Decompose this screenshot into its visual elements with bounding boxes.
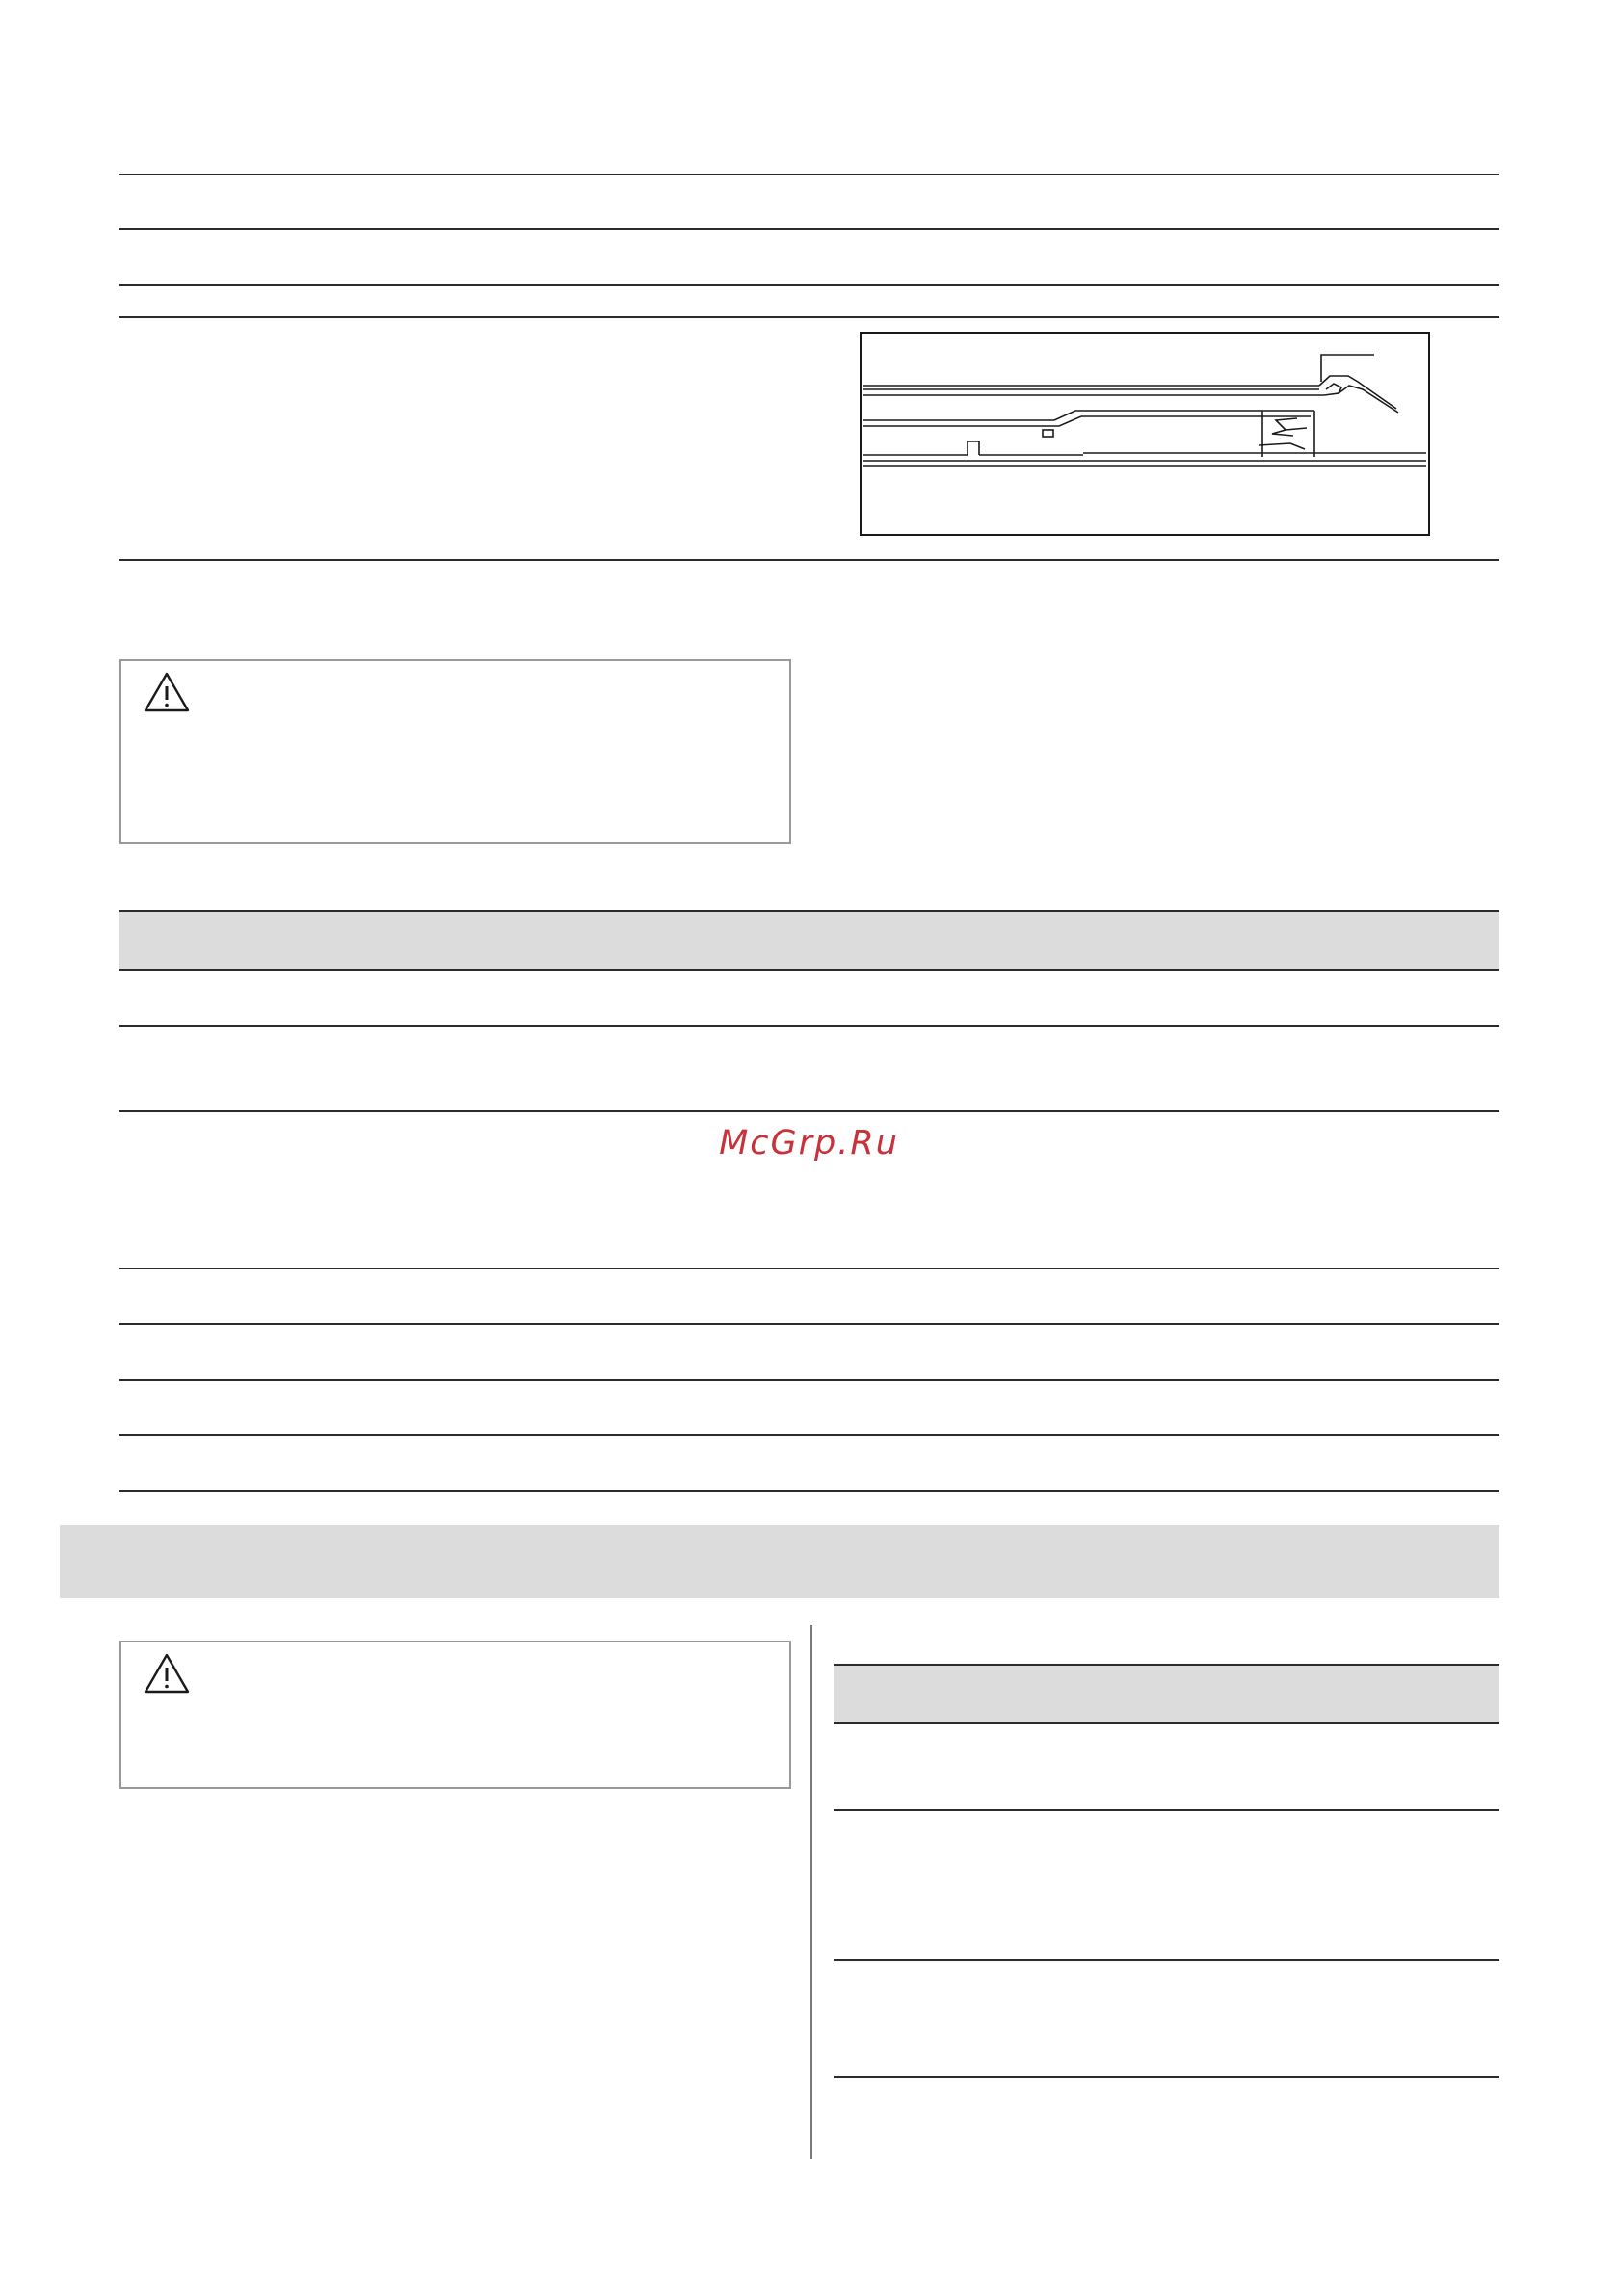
warning-triangle-icon: [143, 671, 191, 713]
table-rule: [834, 1809, 1499, 1811]
table-rule: [119, 1323, 1499, 1325]
table-rule: [119, 1268, 1499, 1269]
table-rule: [119, 228, 1499, 230]
table-rule: [119, 174, 1499, 175]
table-rule: [119, 1025, 1499, 1027]
warning-box: [119, 1641, 791, 1789]
table-rule: [119, 1379, 1499, 1381]
table-rule: [834, 1722, 1499, 1724]
table-rule: [119, 316, 1499, 318]
warning-triangle-icon: [143, 1652, 191, 1695]
table-rule: [119, 1434, 1499, 1436]
table-header-band: [119, 911, 1499, 969]
watermark: McGrp.Ru: [719, 1124, 899, 1162]
table-rule: [119, 969, 1499, 971]
table-rule: [119, 1110, 1499, 1112]
warning-box: [119, 659, 791, 844]
table-rule: [119, 910, 1499, 912]
table-rule: [834, 1959, 1499, 1961]
drawing-svg: [862, 334, 1428, 534]
table-rule: [119, 559, 1499, 561]
table-rule: [834, 2076, 1499, 2078]
table-rule: [834, 1664, 1499, 1666]
table-rule: [119, 1490, 1499, 1492]
table-rule: [119, 284, 1499, 286]
section-heading-band: [60, 1525, 1499, 1598]
installation-drawing: [860, 332, 1430, 536]
table-header-band: [834, 1665, 1499, 1722]
column-divider: [810, 1625, 812, 2159]
